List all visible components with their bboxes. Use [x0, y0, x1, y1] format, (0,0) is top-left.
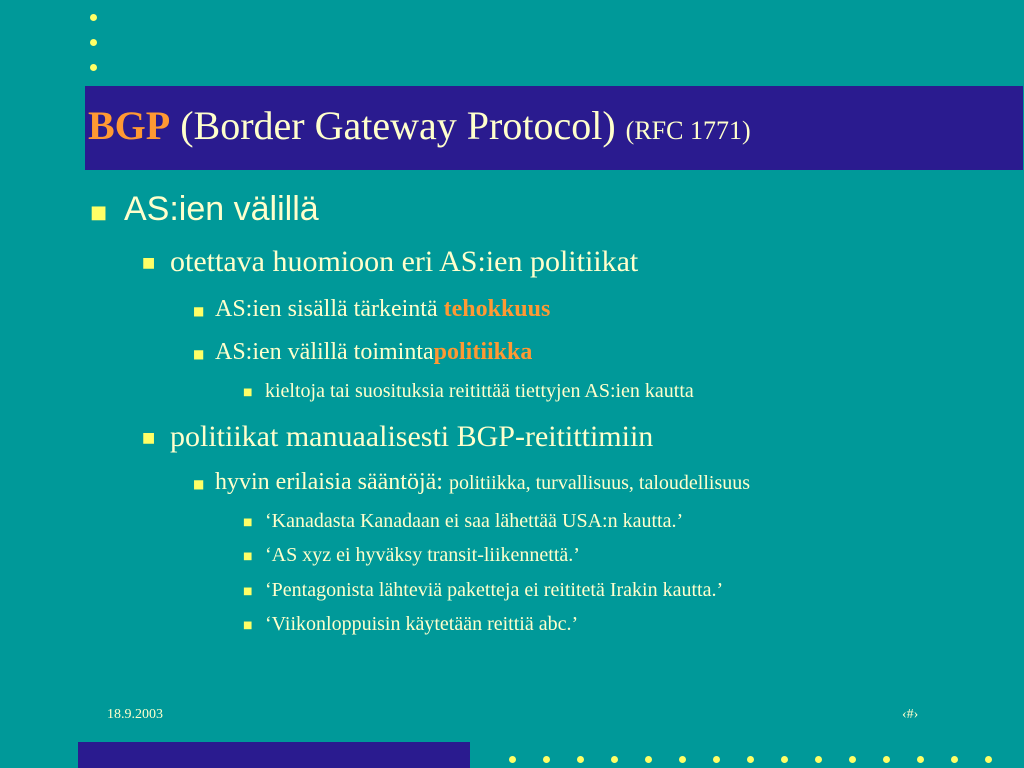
decor-dot — [713, 756, 720, 763]
decor-dot — [90, 64, 97, 71]
bullet-icon: ■ — [243, 517, 253, 528]
bottom-band — [78, 742, 470, 768]
bullet-level4: ‘Viikonloppuisin käytetään reittiä abc.’ — [265, 613, 579, 635]
bullet-level3 — [215, 469, 750, 496]
bullet-level3 — [215, 296, 550, 323]
decor-dot — [985, 756, 992, 763]
decor-dot — [90, 39, 97, 46]
bullet-level4: ‘AS xyz ei hyväksy transit-liikennettä.’ — [265, 544, 580, 566]
decor-dot — [781, 756, 788, 763]
bullet-icon: ■ — [142, 430, 156, 446]
bullet-level3 — [215, 339, 532, 366]
bullet-text: AS:ien sisällä tärkeintä — [215, 296, 444, 322]
decor-dot — [849, 756, 856, 763]
title-acronym: BGP — [88, 103, 171, 148]
bullet-level2: politiikat manuaalisesti BGP-reitittimiin — [170, 420, 654, 453]
decor-dot — [90, 14, 97, 21]
footer-page-number: ‹#› — [902, 707, 919, 722]
bullet-level4: kieltoja tai suosituksia reitittää tiettyjen AS:ien kautta — [265, 380, 694, 402]
bullet-text: AS:ien välillä toiminta — [215, 339, 434, 365]
title-reference: (RFC 1771) — [625, 116, 751, 145]
decor-dot — [951, 756, 958, 763]
title-expansion: (Border Gateway Protocol) — [180, 103, 616, 148]
bullet-icon: ■ — [193, 347, 205, 361]
bullet-level4: ‘Kanadasta Kanadaan ei saa lähettää USA:n kautta.’ — [265, 510, 684, 532]
bullet-level1: AS:ien välillä — [124, 190, 319, 228]
decor-dot — [815, 756, 822, 763]
decor-dot — [747, 756, 754, 763]
highlight-word: tehokkuus — [443, 296, 551, 322]
decor-dot — [883, 756, 890, 763]
decor-dot — [645, 756, 652, 763]
bullet-icon: ■ — [243, 620, 253, 631]
bullet-icon: ■ — [142, 255, 156, 271]
decor-dot — [679, 756, 686, 763]
bullet-icon: ■ — [243, 551, 253, 562]
bullet-icon: ■ — [243, 387, 253, 398]
bullet-icon: ■ — [193, 477, 205, 491]
bullet-level4: ‘Pentagonista lähteviä paketteja ei reititetä Irakin kautta.’ — [265, 579, 724, 601]
bullet-icon: ■ — [193, 304, 205, 318]
decor-dot — [611, 756, 618, 763]
highlight-word: politiikka — [433, 339, 533, 365]
bullet-level2: otettava huomioon eri AS:ien politiikat — [170, 245, 639, 278]
footer-date: 18.9.2003 — [107, 707, 163, 722]
decor-dot — [577, 756, 584, 763]
decor-dot — [509, 756, 516, 763]
bullet-icon: ■ — [243, 586, 253, 597]
bullet-icon: ■ — [90, 202, 108, 223]
slide-title — [88, 100, 751, 157]
decor-dot — [543, 756, 550, 763]
bullet-text: hyvin erilaisia sääntöjä: — [215, 469, 449, 495]
bullet-small-text: politiikka, turvallisuus, taloudellisuus — [448, 472, 751, 494]
decor-dot — [917, 756, 924, 763]
